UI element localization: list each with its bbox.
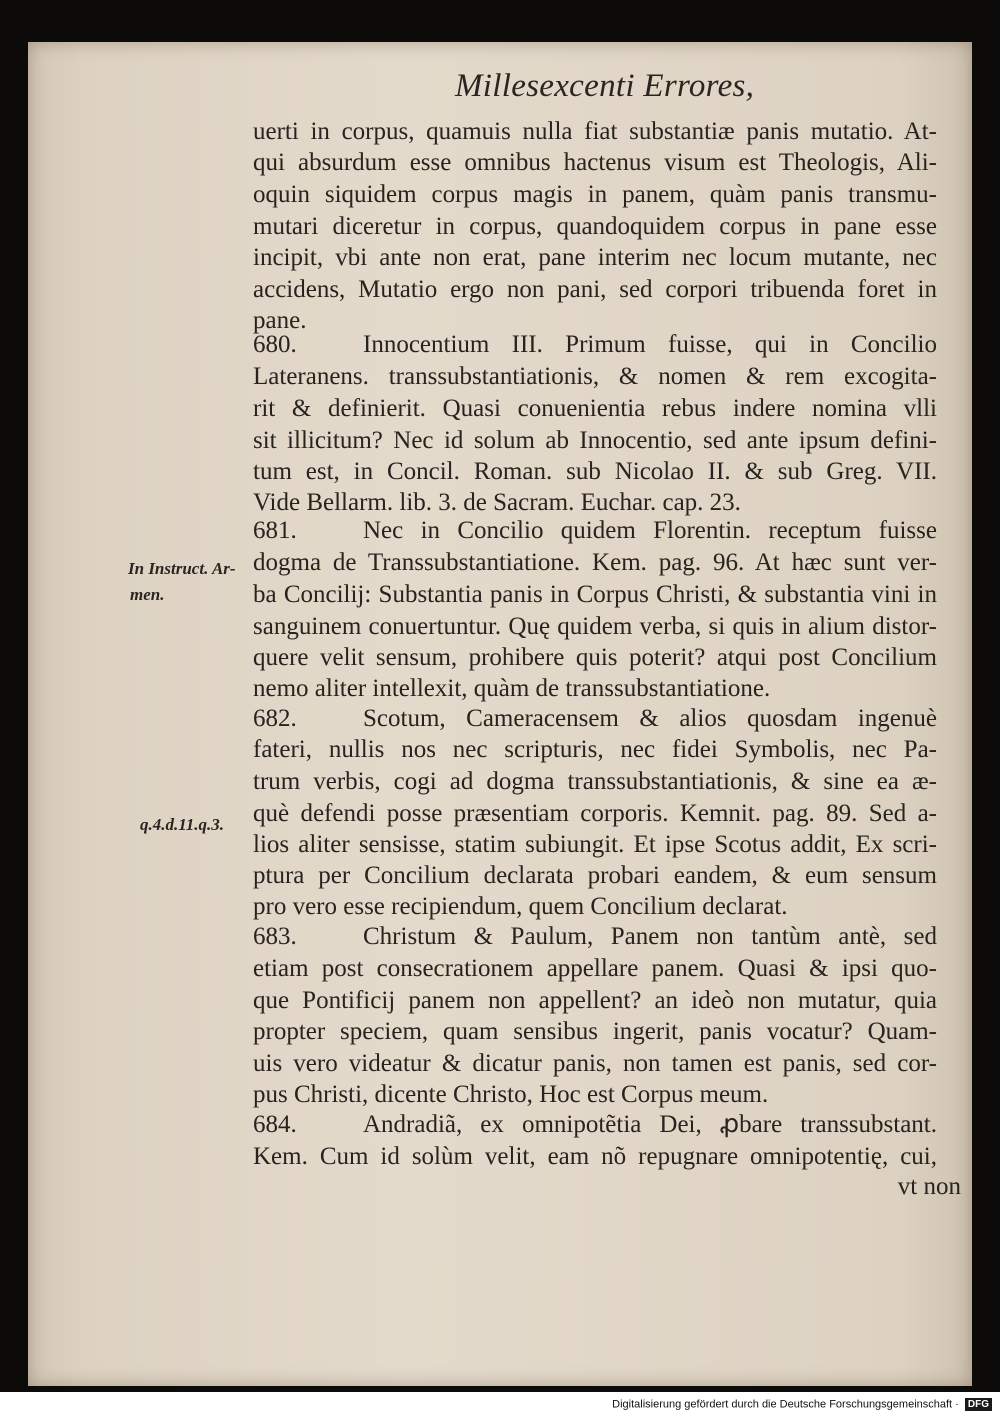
text-line: ba Concilij: Substantia panis in Corpus Christi, & substantia vini in	[253, 581, 937, 608]
text-line: Kem. Cum id solùm velit, eam nõ repugnare omnipotentię, cui,	[253, 1143, 937, 1170]
margin-note: In Instruct. Ar-	[128, 559, 236, 578]
section-number: 682.	[253, 705, 297, 732]
text-line: 682. Scotum, Cameracensem & alios quosdam ingenuè	[253, 705, 937, 732]
text-line: Lateranens. transsubstantiationis, & nomen & rem excogita-	[253, 363, 937, 390]
text-line: qui absurdum esse omnibus hactenus visum est Theologis, Ali-	[253, 149, 937, 176]
text-line: uerti in corpus, quamuis nulla fiat substantiæ panis mutatio. At-	[253, 118, 937, 145]
text-line: què defendi posse præsentiam corporis. Kemnit. pag. 89. Sed a-	[253, 800, 937, 827]
dfg-logo-icon: DFG	[965, 1398, 992, 1411]
credit-text: Digitalisierung gefördert durch die Deutsche Forschungsgemeinschaft	[612, 1398, 953, 1411]
text-line: etiam post consecrationem appellare panem. Quasi & ipsi quo-	[253, 955, 937, 982]
text-line: mutari diceretur in corpus, quandoquidem corpus in pane esse	[253, 213, 937, 240]
digitization-credit: Digitalisierung gefördert durch die Deutsche Forschungsgemeinschaft · DFG	[612, 1398, 992, 1411]
text-line: ptura per Concilium declarata probari eandem, & eum sensum	[253, 862, 937, 889]
margin-note: men.	[130, 585, 165, 604]
text-line: incipit, vbi ante non erat, pane interim nec locum mutante, nec	[253, 244, 937, 271]
text-line: pro vero esse recipiendum, quem Concilium declarat.	[253, 893, 788, 920]
text-line: tum est, in Concil. Roman. sub Nicolao II. & sub Greg. VII.	[253, 458, 937, 485]
text-line: nemo aliter intellexit, quàm de transsubstantiatione.	[253, 675, 771, 702]
section-number: 680.	[253, 331, 297, 358]
text-line: dogma de Transsubstantiatione. Kem. pag. 96. At hæc sunt ver-	[253, 549, 937, 576]
text-line: quere velit sensum, prohibere quis poterit? atqui post Concilium	[253, 644, 937, 671]
text-line: trum verbis, cogi ad dogma transsubstantiationis, & sine ea æ-	[253, 768, 937, 795]
margin-note: q.4.d.11.q.3.	[140, 815, 225, 834]
section-number: 684.	[253, 1111, 297, 1138]
text-line: uis vero videatur & dicatur panis, non tamen est panis, sed cor-	[253, 1050, 937, 1077]
text-line: sanguinem conuertuntur. Quę quidem verba, si quis in alium distor-	[253, 613, 937, 640]
text-line: 684. Andradiã, ex omnipotẽtia Dei, ꝓbare transsubstant.	[253, 1111, 937, 1138]
text-line: accidens, Mutatio ergo non pani, sed corpori tribuenda foret in	[253, 276, 937, 303]
text-line: pane.	[253, 307, 307, 334]
running-head: Millesexcenti Errores,	[455, 68, 755, 104]
text-line: lios aliter sensisse, statim subiungit. Et ipse Scotus addit, Ex scri-	[253, 831, 937, 858]
text-line: 680. Innocentium III. Primum fuisse, qui in Concilio	[253, 331, 937, 358]
text-line: sit illicitum? Nec id solum ab Innocentio, sed ante ipsum defini-	[253, 427, 937, 454]
text-line: pus Christi, dicente Christo, Hoc est Corpus meum.	[253, 1081, 769, 1108]
text-line: que Pontificij panem non appellent? an ideò non mutatur, quia	[253, 987, 937, 1014]
catchword: vt non	[897, 1173, 961, 1200]
section-number: 681.	[253, 517, 297, 544]
text-line: 683. Christum & Paulum, Panem non tantùm antè, sed	[253, 923, 937, 950]
text-line: fateri, nullis nos nec scripturis, nec fidei Symbolis, nec Pa-	[253, 736, 937, 763]
text-line: oquin siquidem corpus magis in panem, quàm panis transmu-	[253, 181, 937, 208]
section-number: 683.	[253, 923, 297, 950]
text-line: propter speciem, quam sensibus ingerit, panis vocatur? Quam-	[253, 1018, 937, 1045]
text-line: Vide Bellarm. lib. 3. de Sacram. Euchar. cap. 23.	[253, 489, 741, 516]
text-line: rit & definierit. Quasi conuenientia rebus indere nomina vlli	[253, 395, 937, 422]
text-line: 681. Nec in Concilio quidem Florentin. receptum fuisse	[253, 517, 937, 544]
